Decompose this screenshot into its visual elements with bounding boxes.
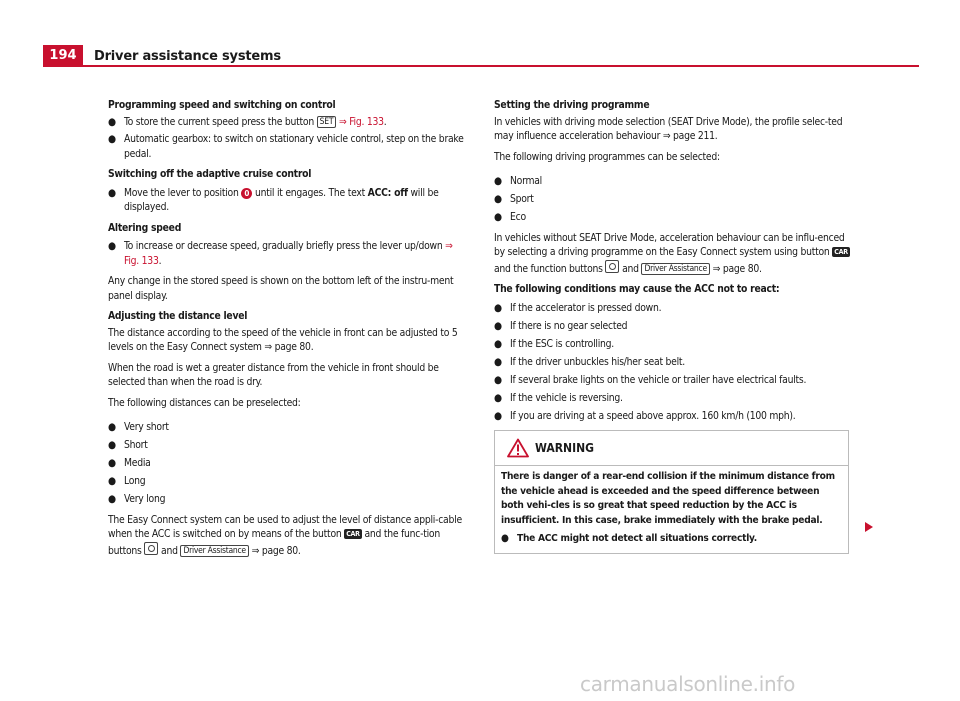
heading-acc-conditions: The following conditions may cause the ACC not to react: — [494, 283, 780, 295]
watermark: carmanualsonline.info — [580, 672, 796, 696]
paragraph: The Easy Connect system can be used to adjust the level of distance appli-cable when the ACC is switched on by means of the button CAR and the func-tion buttons and Driver Assistance ⇒ page 80. — [108, 513, 462, 557]
heading-programming-speed: Programming speed and switching on control — [108, 99, 336, 111]
paragraph: In vehicles with driving mode selection (SEAT Drive Mode), the profile selec-ted may influence acceleration behaviour ⇒ page 211. — [494, 115, 843, 142]
bullet-icon: ● — [108, 439, 116, 451]
bullet-icon: ● — [494, 409, 502, 422]
bullet-icon: ● — [108, 421, 116, 433]
paragraph: Any change in the stored speed is shown on the bottom left of the instru-ment panel display. — [108, 275, 454, 302]
list-item: ● If the vehicle is reversing. — [494, 391, 623, 404]
function-button-icon — [605, 260, 619, 273]
bullet-icon: ● — [494, 175, 502, 187]
list-item: ● If the ESC is controlling. — [494, 337, 614, 350]
bullet-icon: ● — [108, 475, 116, 487]
paragraph: The following distances can be preselected: — [108, 396, 301, 409]
list-item: ● If you are driving at a speed above approx. 160 km/h (100 mph). — [494, 409, 796, 422]
bullet-icon: ● — [494, 337, 502, 350]
fig-link[interactable]: ⇒ Fig. 133 — [124, 240, 453, 267]
paragraph: The following driving programmes can be selected: — [494, 150, 720, 163]
right-column — [494, 98, 852, 427]
warning-body — [495, 466, 848, 553]
warning-box — [494, 430, 849, 554]
driver-assistance-key: Driver Assistance — [641, 263, 709, 275]
bullet-icon: ● — [108, 240, 116, 252]
list-item: ● If there is no gear selected — [494, 319, 628, 332]
bullet-icon: ● — [494, 391, 502, 404]
bullet-icon: ● — [494, 193, 502, 205]
left-column — [108, 98, 466, 564]
bullet-icon: ● — [494, 211, 502, 223]
list-item: ● Very short — [108, 421, 169, 433]
header-rule — [83, 65, 919, 67]
page-number-box: 194 — [43, 45, 83, 67]
list-item: ● Media — [108, 457, 151, 469]
list-item: ● Sport — [494, 193, 534, 205]
heading-switching-off: Switching off the adaptive cruise control — [108, 168, 312, 180]
driver-assistance-key: Driver Assistance — [180, 545, 248, 557]
bullet-icon: ● — [494, 301, 502, 314]
warning-triangle-icon — [507, 438, 529, 458]
list-item: ● Automatic gearbox: to switch on stationary vehicle control, step on the brake pedal. — [108, 133, 464, 160]
bullet-icon: ● — [108, 115, 116, 128]
paragraph: When the road is wet a greater distance from the vehicle in front should be selected than when the road is dry. — [108, 361, 439, 388]
heading-distance-level: Adjusting the distance level — [108, 310, 248, 322]
function-button-icon — [144, 542, 158, 555]
list-item: ● If the accelerator is pressed down. — [494, 301, 662, 314]
continue-arrow-icon — [865, 522, 873, 532]
set-key: SET — [317, 116, 337, 128]
fig-link[interactable]: ⇒ Fig. 133 — [338, 115, 384, 128]
list-item: ● The ACC might not detect all situations correctly. — [501, 532, 842, 547]
list-item: ● Eco — [494, 211, 526, 223]
warning-title: WARNING — [535, 441, 594, 455]
bullet-icon: ● — [494, 319, 502, 332]
warning-text: There is danger of a rear-end collision if the minimum distance from the vehicle ahead is exceeded and the speed difference between both vehi-cles is so great that speed reduction by the ACC is insufficient. In this case, brake immediately with the brake pedal. — [501, 471, 835, 526]
list-item: ● Very long — [108, 493, 166, 505]
list-item: ● Short — [108, 439, 148, 451]
paragraph: In vehicles without SEAT Drive Mode, acceleration behaviour can be influ-enced by selecting a driving programme on the Easy Connect system using button CAR and the function buttons and Driver Assistance ⇒ page 80. — [494, 231, 848, 275]
list-item: ● Move the lever to position 0 until it engages. The text ACC: off will be displayed. — [108, 186, 439, 213]
list-item: ● To increase or decrease speed, gradually briefly press the lever up/down ⇒ Fig. 133. — [108, 240, 453, 267]
list-item: ● To store the current speed press the button SET ⇒ Fig. 133. — [108, 115, 387, 128]
heading-altering-speed: Altering speed — [108, 221, 182, 234]
bullet-icon: ● — [501, 533, 509, 544]
bullet-icon: ● — [494, 355, 502, 368]
warning-header — [495, 431, 848, 466]
bullet-icon: ● — [494, 373, 502, 386]
list-item: ● Long — [108, 475, 146, 487]
list-item: ● If several brake lights on the vehicle or trailer have electrical faults. — [494, 373, 807, 386]
bullet-icon: ● — [108, 457, 116, 469]
bullet-icon: ● — [108, 186, 116, 199]
heading-driving-programme: Setting the driving programme — [494, 99, 650, 111]
position-badge: 0 — [241, 188, 252, 199]
paragraph: The distance according to the speed of the vehicle in front can be adjusted to 5 levels on the Easy Connect system ⇒ page 80. — [108, 326, 458, 353]
bullet-icon: ● — [108, 493, 116, 505]
page-title: Driver assistance systems — [94, 49, 281, 64]
bullet-icon: ● — [108, 133, 116, 145]
list-item: ● Normal — [494, 175, 542, 187]
car-key: CAR — [346, 530, 360, 538]
list-item: ● If the driver unbuckles his/her seat belt. — [494, 355, 685, 368]
car-key: CAR — [834, 248, 848, 256]
